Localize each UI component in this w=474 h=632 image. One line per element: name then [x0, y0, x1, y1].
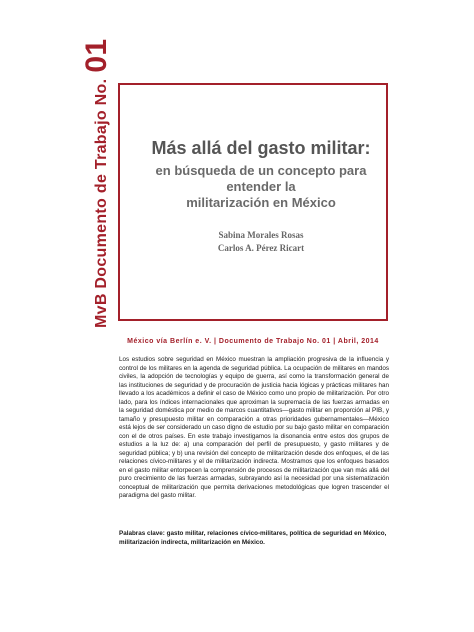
- title-block: [120, 137, 386, 255]
- abstract-text: Los estudios sobre seguridad en México muestran la ampliación progresiva de la influencia y control de los militares en la agenda de seguridad pública. La ocupación de militares en mandos civiles, la adopción de tecnologías y equipo de guerra, así como la transformación general de las instituciones de seguridad y de procuración de justicia hacia lógicas y prácticas militares han llevado a los académicos a definir el caso de México como uno propio de militarización. Por otro lado, para los índices internacionales que aproximan la supremacía de las fuerzas armadas en la seguridad doméstica por medio de marcos cuantitativos—gasto militar en proporción al PIB, y tamaño y presupuesto militar en comparación a otras prioridades gubernamentales—México está lejos de ser considerado un caso digno de estudio por su bajo gasto militar en comparación con el de otros países. En este trabajo investigamos la disonancia entre estos dos grupos de estudios a la luz de: a) una comparación del perfil de presupuesto, y gasto militares y de seguridad pública; y b) una revisión del concepto de militarización desde dos enfoques, el de las relaciones cívico-militares y el de militarización indirecta. Mostramos que los enfoques basados en el gasto militar entorpecen la comprensión de procesos de militarización que van más allá del puro crecimiento de las fuerzas armadas, subrayando así la necesidad por una sistematización conceptual de militarización que permita derivaciones metodológicas que logren trascender el paradigma del gasto militar.: [119, 356, 389, 499]
- keywords-text: gasto militar, relaciones cívico-militares, política de seguridad en México, militarización indirecta, militarización en México.: [119, 530, 387, 546]
- series-label-text: MvB Documento de Trabajo No.: [93, 78, 110, 328]
- keywords-paragraph: [119, 530, 389, 547]
- subtitle-line-1: en búsqueda de un concepto para entender la: [155, 163, 367, 194]
- author-name: Sabina Morales Rosas: [218, 230, 304, 240]
- paper-title: Más allá del gasto militar:: [151, 138, 371, 158]
- keywords-label: Palabras clave:: [119, 530, 165, 537]
- publication-info-line: México vía Berlín e. V. | Documento de Trabajo No. 01 | Abril, 2014: [127, 338, 379, 345]
- series-number: 01: [80, 38, 113, 73]
- paper-subtitle: [128, 163, 394, 211]
- series-side-label: [82, 39, 112, 328]
- author-list: [128, 229, 394, 255]
- author-name: Carlos A. Pérez Ricart: [217, 243, 305, 253]
- title-frame: [118, 83, 388, 321]
- subtitle-line-2: militarización en México: [186, 195, 336, 210]
